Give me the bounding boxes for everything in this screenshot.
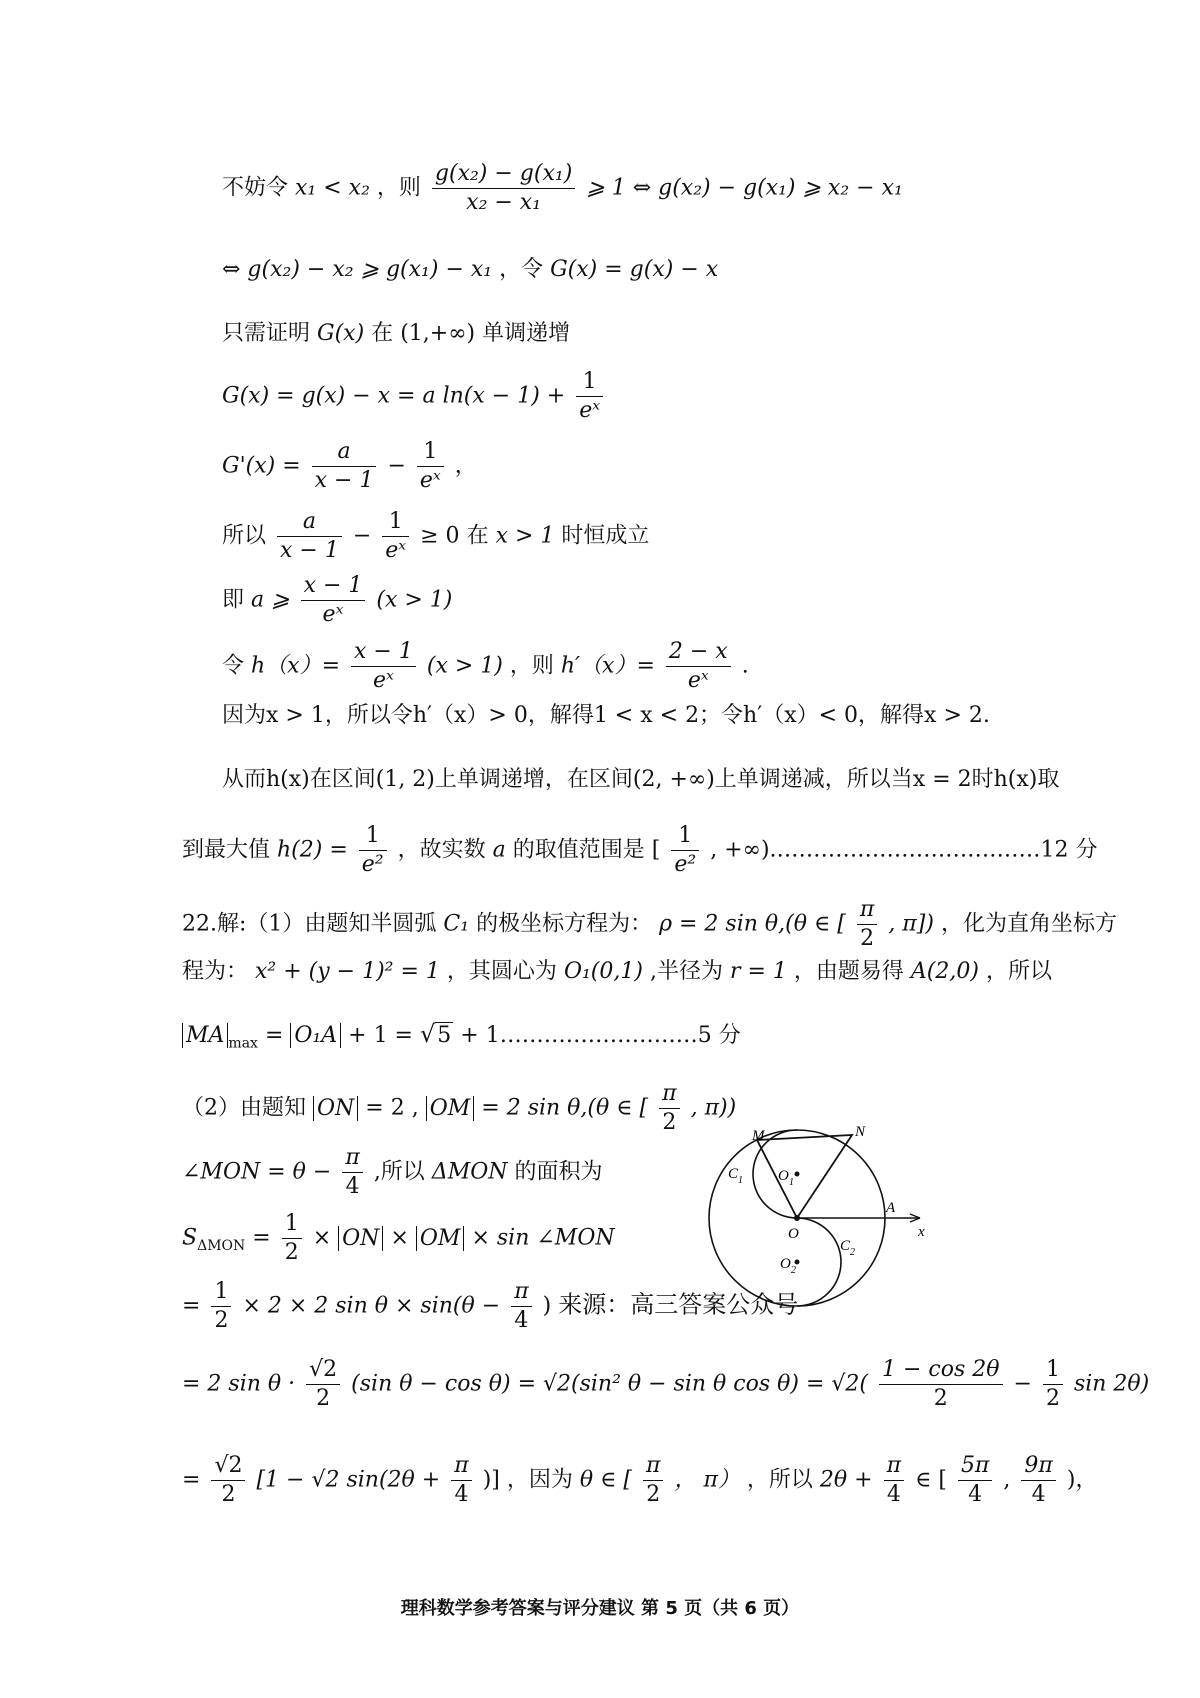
numerator: 1 <box>359 822 387 851</box>
math: 2θ + <box>819 1467 873 1493</box>
math: )， <box>1066 1467 1098 1493</box>
operator: − <box>387 453 406 479</box>
fraction <box>666 638 731 695</box>
text: 因为x > 1，所以令h′（x）> 0，解得1 < x < 2；令h′（x）< 0，解得x > 2. <box>222 703 990 728</box>
subscript: max <box>228 1035 258 1052</box>
line-20 <box>182 1452 1097 1509</box>
math: [1 − √2 sin(2θ + <box>256 1467 441 1493</box>
math: A(2,0) <box>910 959 979 984</box>
text: 不妨令 <box>222 175 289 201</box>
line-11 <box>182 822 1098 879</box>
label-a: A <box>886 1200 896 1216</box>
label-c2-sub: 2 <box>850 1247 855 1258</box>
operator: = <box>264 1023 284 1048</box>
numerator: 1 <box>417 438 444 467</box>
text: 令 <box>222 653 245 679</box>
denominator: 2 <box>284 1240 299 1265</box>
text: 即 <box>222 587 245 613</box>
fraction <box>282 1210 302 1267</box>
text: ,半径为 <box>649 959 723 984</box>
fraction <box>659 1080 679 1137</box>
denominator: x − 1 <box>314 468 374 493</box>
math: sin 2θ) <box>1073 1371 1150 1397</box>
fraction <box>277 508 342 565</box>
line-16 <box>182 1144 603 1201</box>
label-n: N <box>855 1124 866 1140</box>
text: + 1………………………5 分 <box>460 1023 741 1048</box>
denominator: x − 1 <box>280 538 339 563</box>
text: ，由题易得 <box>793 959 904 984</box>
operator: = <box>252 1225 271 1251</box>
sqrt-sign: √ <box>420 1020 436 1048</box>
text: 的面积为 <box>514 1159 603 1185</box>
text: ，则 <box>509 653 554 679</box>
math: (x > 1) <box>426 653 503 679</box>
text: . <box>741 653 749 679</box>
math: C₁ <box>443 911 470 937</box>
denominator: 2 <box>221 1482 236 1507</box>
numerator: π <box>342 1144 362 1173</box>
denominator: 2 <box>316 1386 331 1411</box>
abs-value: ON <box>313 1096 358 1121</box>
numerator: 5π <box>958 1452 992 1481</box>
label-c2: C <box>840 1238 851 1254</box>
math: h（x）= <box>251 653 341 679</box>
math: × sin ∠MON <box>471 1225 615 1251</box>
math: = 2 sin θ · <box>182 1371 296 1397</box>
text: 的取值范围是 <box>512 837 645 863</box>
denominator: eˣ <box>385 538 407 563</box>
numerator: a <box>277 508 342 537</box>
source-note: 来源：高三答案公众号 <box>558 1290 799 1319</box>
subscript: ΔMON <box>197 1237 246 1254</box>
abs-value: OM <box>426 1096 475 1121</box>
fraction <box>643 1452 663 1509</box>
text: ，化为直角坐标方 <box>940 911 1117 937</box>
line-7 <box>222 572 452 629</box>
fraction <box>342 1144 362 1201</box>
text: , +∞).………………………………12 分 <box>710 837 1098 863</box>
numerator: √2 <box>211 1452 245 1481</box>
numerator: π <box>857 896 877 925</box>
text: 在 <box>466 523 489 549</box>
text: 从而h(x)在区间(1, 2)上单调递增，在区间(2, +∞)上单调递减，所以当x = 2时h(x)取 <box>222 767 1060 792</box>
fraction <box>958 1452 992 1509</box>
denominator: x₂ − x₁ <box>466 190 542 215</box>
operator: = <box>182 1467 201 1493</box>
label-x: x <box>918 1224 925 1240</box>
math: ∈ [ <box>915 1467 947 1493</box>
math: h(2) = <box>277 837 348 863</box>
numerator: π <box>659 1080 679 1109</box>
text: ，其圆心为 <box>446 959 557 984</box>
label-m: M <box>752 1128 765 1144</box>
point-o <box>794 1215 800 1221</box>
numerator: x − 1 <box>301 572 366 601</box>
math: x² + (y − 1)² = 1 <box>255 959 440 984</box>
math: G(x) = g(x) − x <box>550 257 719 282</box>
math: ) <box>542 1293 552 1319</box>
denominator: 4 <box>454 1482 469 1507</box>
label-o: O <box>788 1226 799 1242</box>
line-17 <box>182 1210 615 1267</box>
math: )] <box>482 1467 500 1493</box>
operator: − <box>1013 1371 1032 1397</box>
operator: × <box>390 1225 409 1251</box>
math: ρ = 2 sin θ,(θ ∈ [ <box>659 911 846 937</box>
numerator: a <box>312 438 377 467</box>
text: 时恒成立 <box>561 523 650 549</box>
math: a <box>492 837 506 863</box>
denominator: 2 <box>933 1386 948 1411</box>
text: ，所以 <box>746 1467 813 1493</box>
fraction <box>576 368 603 425</box>
line-6 <box>222 508 649 565</box>
label-o1: O <box>778 1168 789 1184</box>
fraction <box>432 160 575 217</box>
text: 所以 <box>222 523 267 549</box>
fraction <box>312 438 377 495</box>
label-o1-sub: 1 <box>789 1177 794 1188</box>
math: ⇔ g(x₂) − x₂ ⩾ g(x₁) − x₁ <box>222 257 493 282</box>
fraction <box>359 822 387 879</box>
fraction <box>451 1452 471 1509</box>
text: 只需证明 <box>222 321 311 346</box>
numerator: 1 <box>282 1210 302 1239</box>
text: 单调递增 <box>482 321 571 346</box>
numerator: π <box>451 1452 471 1481</box>
numerator: π <box>511 1278 531 1307</box>
line-8 <box>222 638 749 695</box>
operator: × <box>312 1225 332 1251</box>
numerator: 1 <box>1043 1356 1063 1385</box>
geometry-figure <box>700 1108 940 1318</box>
math: G(x) <box>317 321 365 346</box>
fraction <box>211 1278 231 1335</box>
text: ,所以 <box>373 1159 425 1185</box>
line-14 <box>182 1018 741 1059</box>
math: ， π） <box>674 1467 740 1493</box>
math: S <box>182 1225 198 1251</box>
numerator: π <box>643 1452 663 1481</box>
line-4 <box>222 368 607 425</box>
numerator: g(x₂) − g(x₁) <box>432 160 575 189</box>
math: G'(x) = <box>222 453 301 479</box>
numerator: 1 − cos 2θ <box>879 1356 1003 1385</box>
denominator: eˣ <box>687 668 709 693</box>
text: ，所以 <box>985 959 1052 984</box>
math: (1,+∞) <box>400 321 476 346</box>
fraction <box>306 1356 340 1413</box>
label-c1-sub: 1 <box>738 1175 743 1186</box>
numerator: 9π <box>1021 1452 1055 1481</box>
math: x > 1 <box>495 523 555 549</box>
text: 的极坐标方程为： <box>476 911 653 937</box>
line-13 <box>182 956 1052 988</box>
point-o2 <box>795 1260 800 1265</box>
fraction <box>511 1278 531 1335</box>
denominator: 4 <box>345 1174 360 1199</box>
fraction <box>671 822 699 879</box>
denominator: 2 <box>646 1482 661 1507</box>
text: ，则 <box>376 175 421 201</box>
operator: = <box>182 1293 201 1319</box>
triangle-mon <box>757 1135 852 1218</box>
math: θ ∈ [ <box>579 1467 632 1493</box>
label-o2: O <box>780 1256 791 1272</box>
denominator: 4 <box>1031 1482 1046 1507</box>
line-2 <box>222 254 718 286</box>
denominator: 2 <box>1045 1386 1060 1411</box>
fraction <box>857 896 877 953</box>
denominator: eˣ <box>373 668 394 693</box>
fraction <box>351 638 416 695</box>
math: = 2 sin θ,(θ ∈ [ <box>481 1095 649 1121</box>
arc-c2 <box>797 1218 841 1306</box>
math: + 1 = <box>348 1023 413 1048</box>
text: （2）由题知 <box>182 1095 306 1121</box>
math: r = 1 <box>729 959 787 984</box>
math: × 2 × 2 sin θ × sin(θ − <box>242 1293 501 1319</box>
numerator: π <box>884 1452 904 1481</box>
fraction <box>301 572 366 629</box>
abs-value: ON <box>338 1226 383 1251</box>
page-footer: 理科数学参考答案与评分建议 第 5 页（共 6 页） <box>400 1598 800 1619</box>
text: ，令 <box>499 257 544 282</box>
abs-value: OM <box>416 1226 465 1251</box>
abs-value: MA <box>182 1023 228 1048</box>
math: , π)) <box>690 1095 737 1121</box>
math: (sin θ − cos θ) = √2(sin² θ − sin θ cos θ) = √2( <box>351 1371 868 1397</box>
point-o1 <box>795 1172 800 1177</box>
math: [ <box>651 837 661 863</box>
math: O₁(0,1) <box>563 959 643 984</box>
text: ，故实数 <box>397 837 486 863</box>
denominator: 2 <box>860 926 875 951</box>
denominator: e² <box>674 852 697 877</box>
text: ，因为 <box>506 1467 573 1493</box>
numerator: √2 <box>306 1356 340 1385</box>
denominator: eˣ <box>419 468 441 493</box>
abs-value: O₁A <box>290 1023 341 1048</box>
math: = 2 , <box>365 1095 419 1121</box>
line-10 <box>222 764 1059 796</box>
line-15 <box>182 1080 736 1137</box>
math: (x > 1) <box>376 587 453 613</box>
denominator: 2 <box>662 1110 677 1135</box>
label-c1: C <box>728 1166 739 1182</box>
fraction <box>879 1356 1003 1413</box>
fraction <box>1021 1452 1055 1509</box>
operator: − <box>352 523 372 549</box>
math: ΔMON <box>431 1159 508 1185</box>
math: ∠MON = θ − <box>182 1159 332 1185</box>
text: 程为： <box>182 959 249 984</box>
line-3 <box>222 318 570 350</box>
numerator: 1 <box>671 822 699 851</box>
math: ≥ 0 <box>420 523 460 549</box>
numerator: 1 <box>382 508 409 537</box>
text: 在 <box>371 321 394 346</box>
denominator: eˣ <box>322 602 344 627</box>
fraction <box>884 1452 904 1509</box>
math: a ⩾ <box>251 587 290 613</box>
math: x₁ < x₂ <box>295 175 370 201</box>
fraction <box>211 1452 245 1509</box>
numerator: 2 − x <box>666 638 731 667</box>
line-9 <box>222 700 990 732</box>
sqrt-radicand: 5 <box>437 1023 452 1048</box>
denominator: 4 <box>886 1482 901 1507</box>
line-12 <box>182 896 1117 953</box>
line-19 <box>182 1356 1149 1413</box>
numerator: 1 <box>576 368 603 397</box>
numerator: 1 <box>211 1278 231 1307</box>
label-o2-sub: 2 <box>791 1265 796 1276</box>
numerator: x − 1 <box>351 638 416 667</box>
line-1 <box>222 160 903 217</box>
math: , π]) <box>888 911 934 937</box>
denominator: 4 <box>968 1482 983 1507</box>
fraction <box>417 438 444 495</box>
denominator: e² <box>361 852 384 877</box>
denominator: eˣ <box>579 398 601 423</box>
math: G(x) = g(x) − x = a ln(x − 1) + <box>222 383 566 409</box>
text: 到最大值 <box>182 837 271 863</box>
denominator: 4 <box>514 1308 529 1333</box>
fraction <box>1043 1356 1063 1413</box>
text: ， <box>454 453 477 479</box>
fraction <box>382 508 409 565</box>
math: h′（x）= <box>560 653 655 679</box>
line-5 <box>222 438 477 495</box>
text: 22.解:（1）由题知半圆弧 <box>182 911 437 937</box>
math: , <box>1003 1467 1011 1493</box>
denominator: 2 <box>214 1308 229 1333</box>
math: ⩾ 1 ⇔ g(x₂) − g(x₁) ⩾ x₂ − x₁ <box>586 175 903 201</box>
